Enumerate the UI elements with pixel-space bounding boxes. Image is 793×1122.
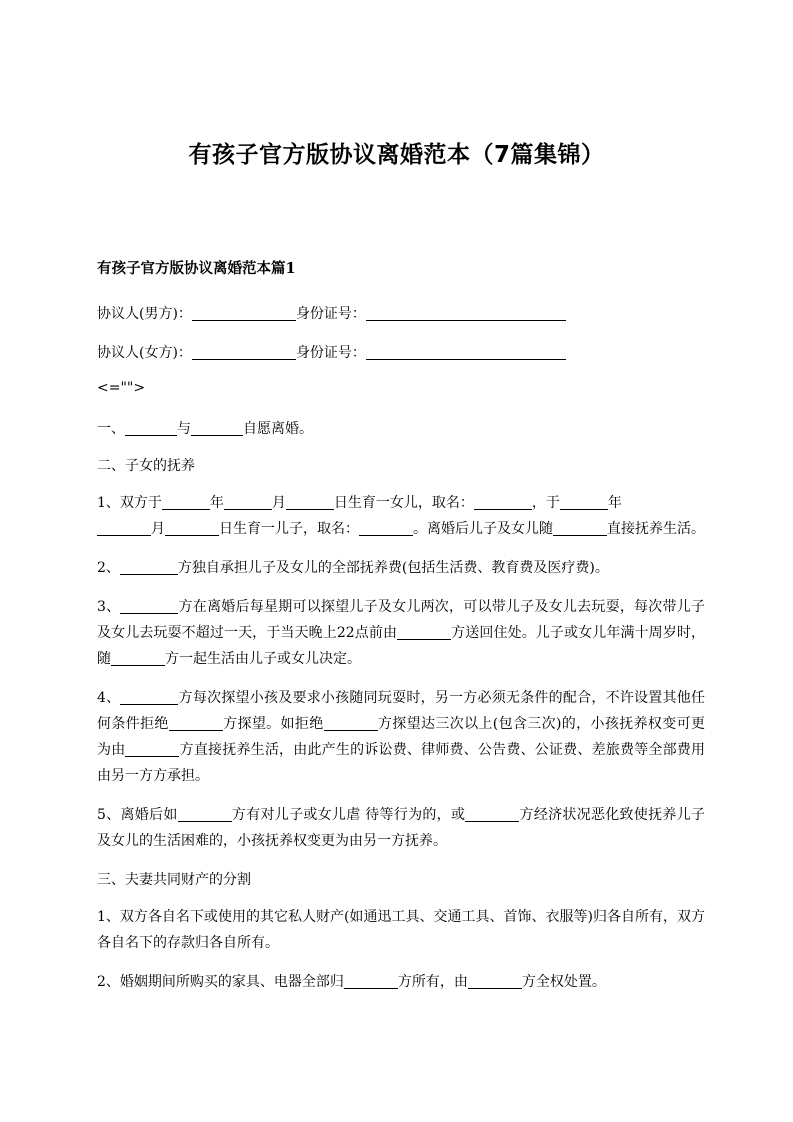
blank [560, 493, 608, 510]
property-item-1: 1、双方各自名下或使用的其它私人财产(如通迅工具、交通工具、首饰、衣服等)归各自所有，双方各自名下的存款归各自所有。 [97, 909, 705, 951]
text: 方直接抚养生活，由此产生的诉讼费、律师费、公告费、公证费、差旅费等全部费用由另一方方承担。 [97, 742, 706, 784]
blank [120, 597, 178, 614]
text: 方全权处置。 [521, 974, 606, 990]
text: 方经济状况恶化致使抚养儿子及女儿的生活困难的，小孩抚养权变更为由另一方抚养。 [97, 807, 705, 849]
clause-one [97, 416, 705, 442]
document-body [97, 256, 705, 995]
clause-one-prefix: 一、 [97, 421, 125, 437]
text: 方一起生活由儿子或女儿决定。 [165, 651, 361, 667]
id-blank [366, 304, 566, 321]
party-male-line [97, 301, 705, 327]
blank [468, 972, 522, 989]
heading-child-custody: 二、子女的抚养 [97, 458, 195, 474]
blank [324, 714, 378, 731]
blank [286, 493, 334, 510]
text: 3、 [97, 599, 121, 615]
clause-one-suffix: 自愿离婚。 [243, 421, 313, 437]
document-title: 有孩子官方版协议离婚范本（7篇集锦） [188, 142, 605, 168]
text: 月 [271, 495, 286, 511]
text: 年 [209, 495, 224, 511]
custody-item-4 [97, 685, 705, 789]
blank [125, 740, 179, 757]
blank [191, 419, 243, 436]
id-label: 身份证号： [295, 306, 366, 322]
name-blank [192, 343, 296, 360]
blank [397, 623, 451, 640]
blank [120, 688, 178, 705]
property-item-2 [97, 969, 705, 995]
party-male-label: 协议人(男方)： [97, 306, 192, 322]
text: 方在离婚后每星期可以探望儿子及女儿两次，可以带儿子及女儿去玩耍，每次带儿子及女儿去玩耍不超过一天，于当天晚上22点前由 [97, 599, 705, 641]
blank [474, 493, 532, 510]
text: 直接抚养生活。 [607, 521, 705, 537]
id-label: 身份证号： [295, 345, 366, 361]
heading-property-division: 三、夫妻共同财产的分割 [97, 872, 251, 888]
text: 日生育一儿子，取名： [219, 521, 359, 537]
blank [178, 805, 232, 822]
name-blank [192, 304, 296, 321]
custody-item-2 [97, 555, 705, 581]
text: 方独自承担儿子及女儿的全部抚养费(包括生活费、教育费及医疗费)。 [177, 560, 609, 576]
text: 方所有，由 [397, 974, 468, 990]
section-heading: 有孩子官方版协议离婚范本篇1 [97, 260, 296, 277]
party-female-label: 协议人(女方)： [97, 345, 192, 361]
blank [111, 649, 165, 666]
text: 方有对儿子或女儿虐 待等行为的，或 [231, 807, 466, 823]
blank [553, 519, 607, 536]
blank [165, 519, 219, 536]
text: 日生育一女儿，取名： [333, 495, 474, 511]
text: 2、婚姻期间所购买的家具、电器全部归 [97, 974, 344, 990]
blank [224, 493, 272, 510]
party-female-line [97, 340, 705, 366]
text: ，于 [531, 495, 560, 511]
custody-item-1 [97, 490, 705, 542]
blank [162, 493, 210, 510]
text: 4、 [97, 690, 121, 706]
stray-markup-text: <=""> [97, 380, 146, 396]
text: 2、 [97, 560, 120, 576]
clause-one-mid: 与 [177, 421, 191, 437]
blank [169, 714, 223, 731]
blank [344, 972, 398, 989]
id-blank [366, 343, 566, 360]
text: 方每次探望小孩及要求小孩随同玩耍时，另一方必须无条件的配合，不许设置其他任何条件拒绝 [97, 690, 705, 732]
text: 1、双方于 [97, 495, 162, 511]
blank [359, 519, 413, 536]
blank [125, 419, 177, 436]
text: 年 [607, 495, 622, 511]
blank [465, 805, 519, 822]
text: 。离婚后儿子及女儿随 [413, 521, 553, 537]
text: 方送回住处。儿子或女儿年满十周岁时，随 [97, 625, 705, 667]
text: 方探望。如拒绝 [222, 716, 324, 732]
text: 5、离婚后如 [97, 807, 178, 823]
custody-item-5 [97, 802, 705, 854]
text: 方探望达三次以上(包含三次)的，小孩抚养权变可更为由 [97, 716, 705, 758]
custody-item-3 [97, 594, 705, 672]
text: 月 [151, 521, 165, 537]
blank [120, 558, 178, 575]
blank [97, 519, 151, 536]
